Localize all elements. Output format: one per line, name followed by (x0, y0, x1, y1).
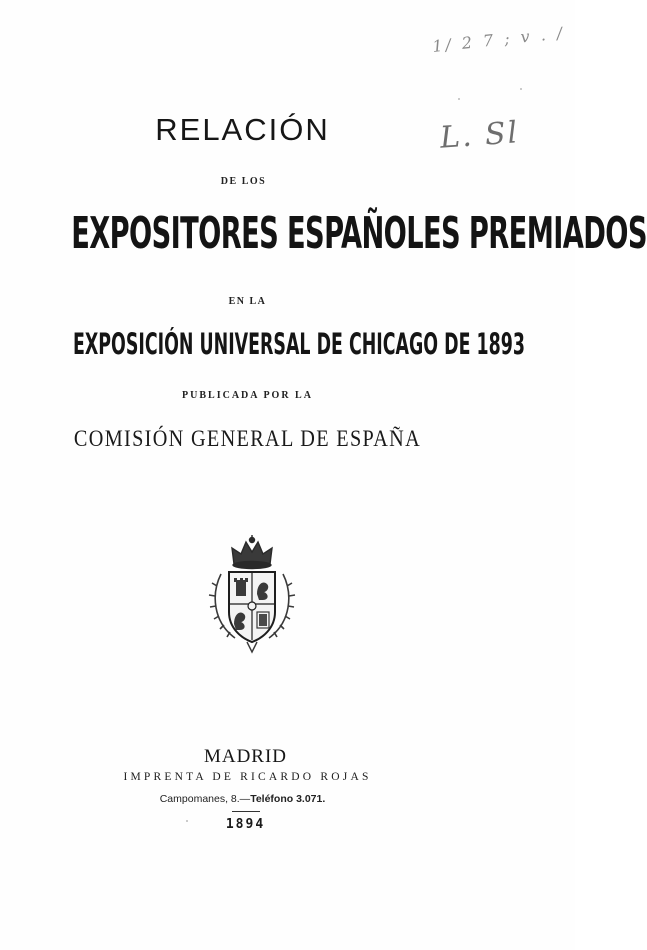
imprint-address (0, 793, 530, 805)
paper-speck (520, 88, 522, 90)
connector-en-la: EN LA (228, 296, 267, 307)
connector-de-los: DE LOS (220, 176, 267, 187)
imprint-printer: IMPRENTA DE RICARDO ROJAS (123, 771, 372, 783)
paper-speck (186, 820, 188, 822)
publisher-name: COMISIÓN GENERAL DE ESPAÑA (73, 426, 422, 451)
main-headline: EXPOSITORES ESPAÑOLES PREMIADOS (71, 208, 647, 259)
exposition-name: EXPOSICIÓN UNIVERSAL DE CHICAGO DE 1893 (73, 327, 525, 361)
coat-of-arms-icon (207, 534, 297, 654)
paper-speck (458, 98, 460, 100)
publication-year: 1894 (225, 817, 266, 832)
handwritten-note-top: 1/ 2 7 ; v . / (431, 23, 566, 56)
address-phone: Teléfono 3.071. (250, 793, 326, 805)
address-street: Campomanes, 8.— (159, 793, 251, 805)
document-title: RELACIÓN (155, 112, 330, 147)
handwritten-signature: L. Sl (438, 115, 521, 156)
imprint-city: MADRID (203, 746, 288, 767)
connector-publicada: PUBLICADA POR LA (182, 390, 313, 401)
divider-rule (232, 811, 260, 812)
